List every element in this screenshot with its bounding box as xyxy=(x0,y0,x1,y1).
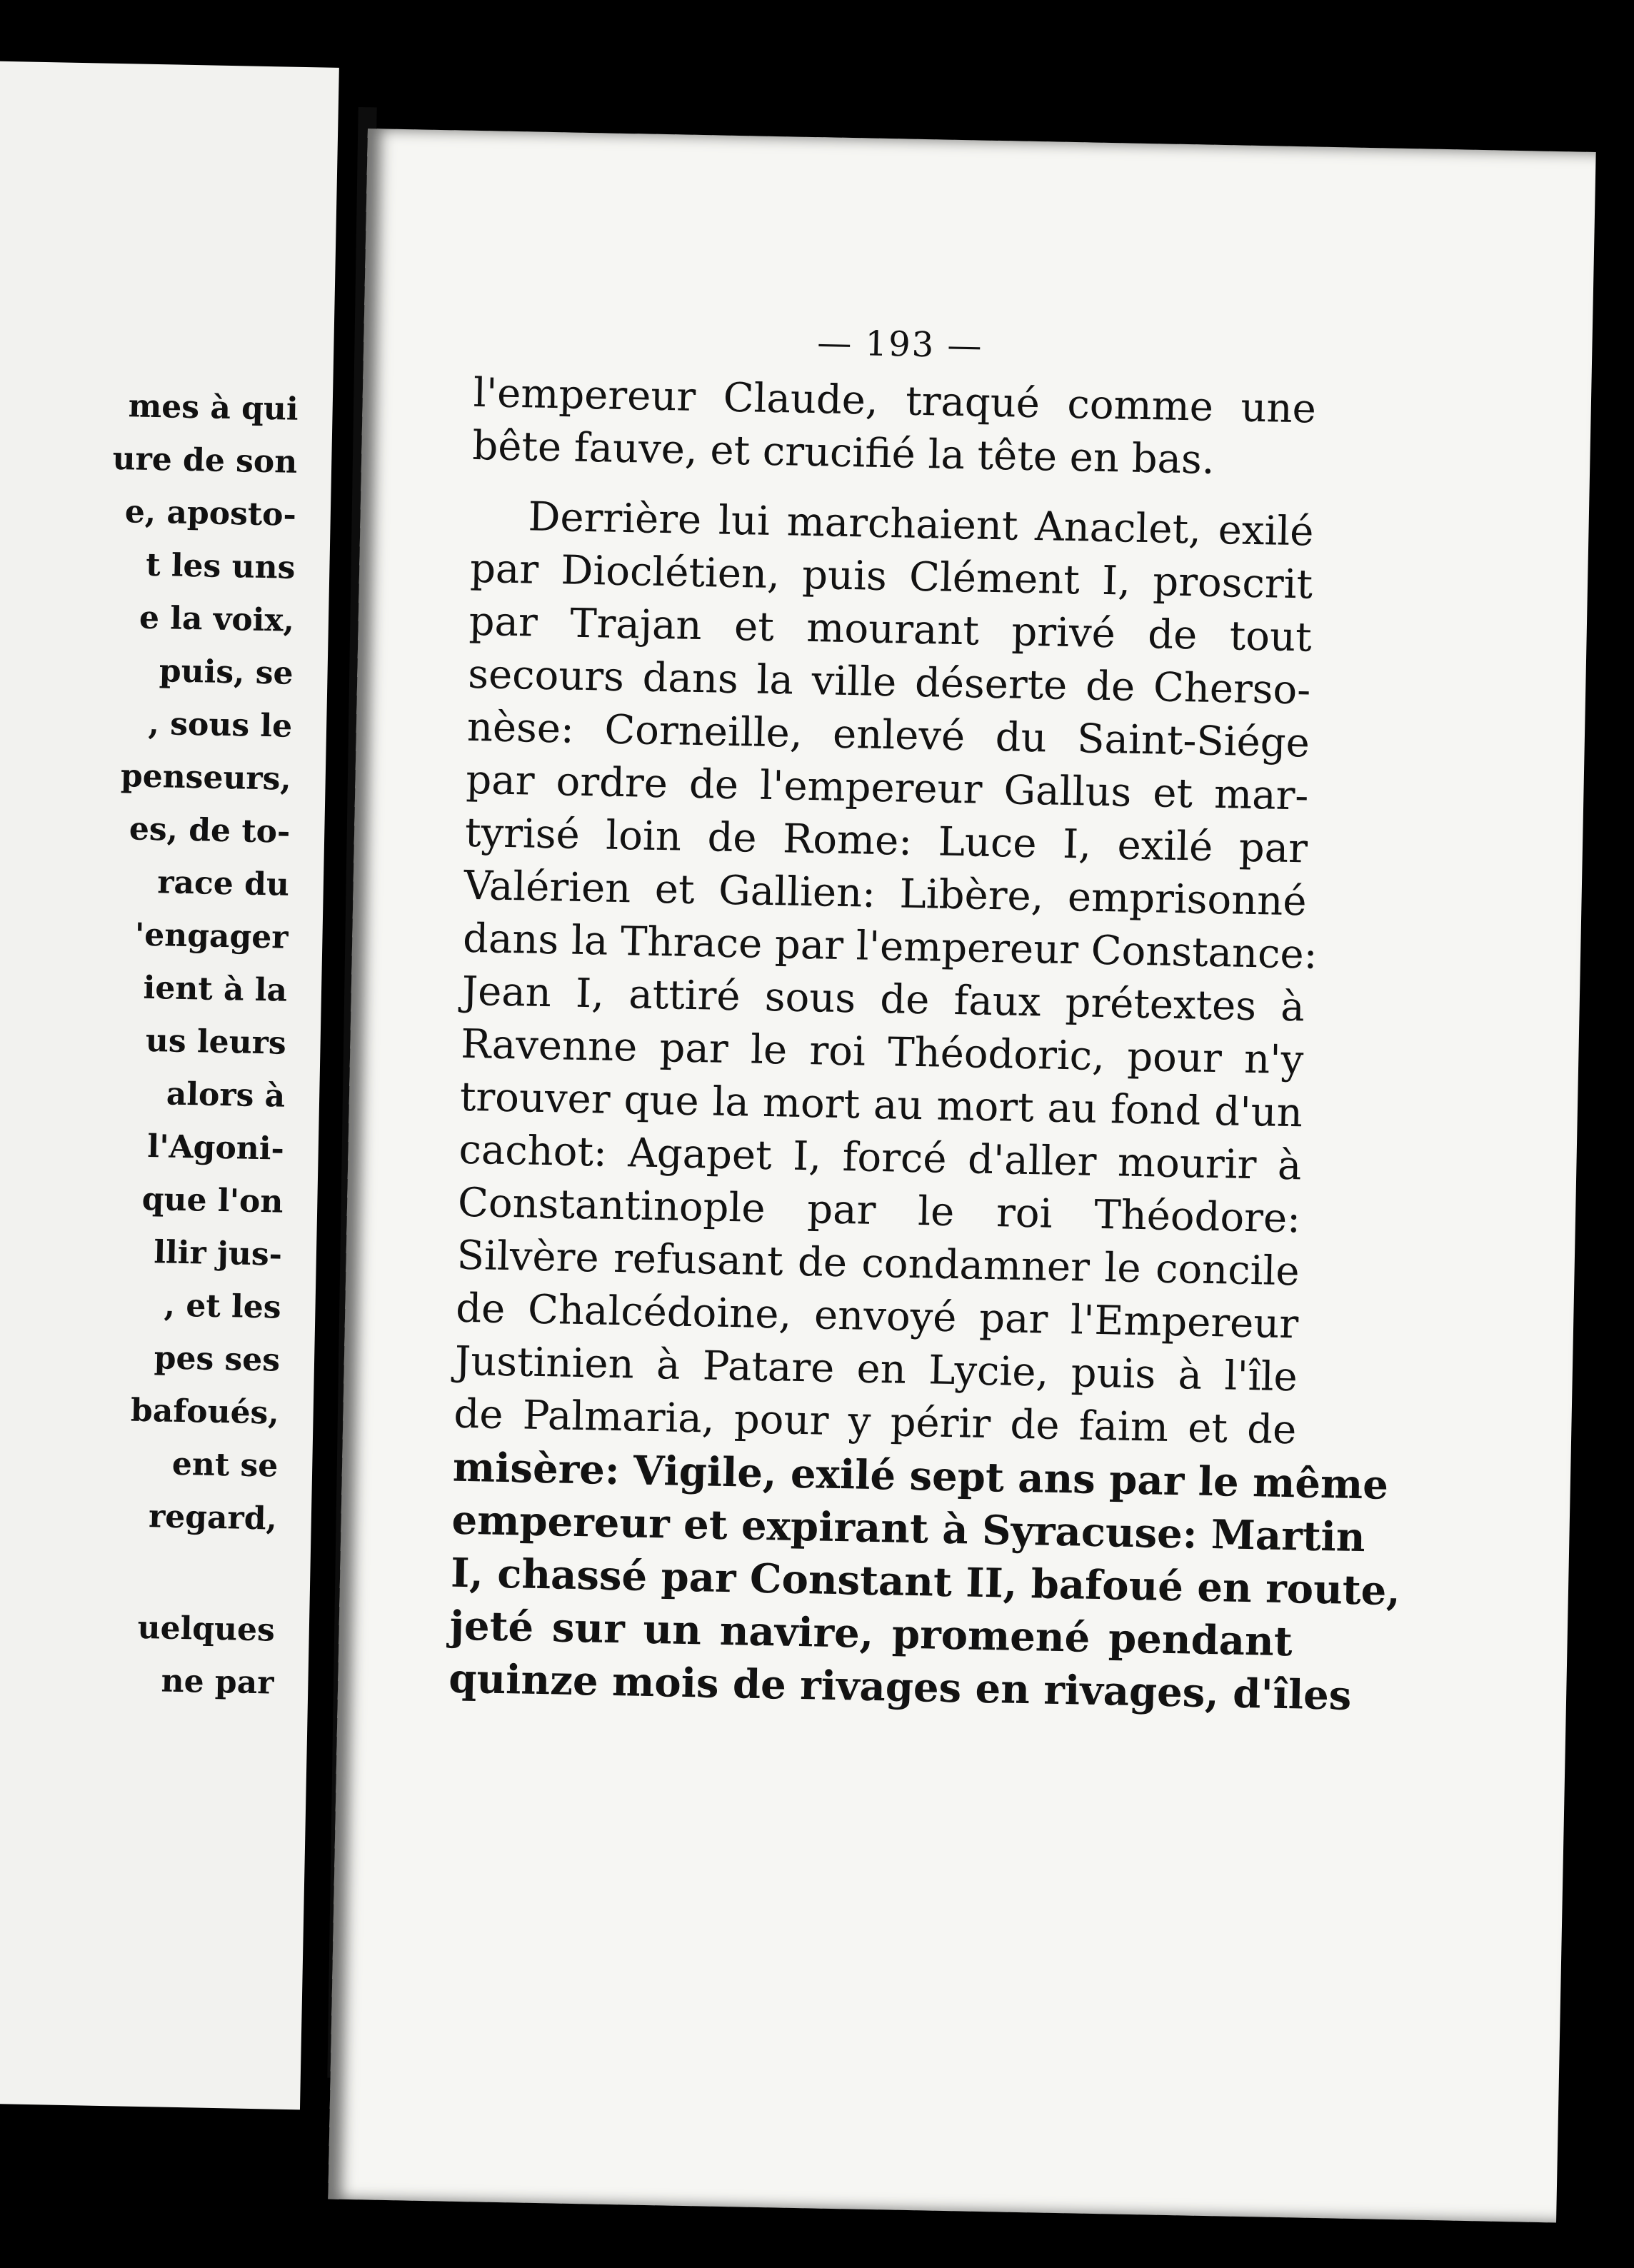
text-line: par Dioclétien, puis Clément I, proscrit xyxy=(469,545,1313,608)
left-fragment: alors à xyxy=(166,1075,286,1115)
text-line: Silvère refusant de condamner le concile xyxy=(456,1232,1300,1295)
left-fragment: es, de to- xyxy=(129,811,291,850)
left-fragment: t les uns xyxy=(145,546,296,586)
left-fragment: , et les xyxy=(164,1287,281,1326)
text-line: de Palmaria, pour y périr de faim et de xyxy=(453,1390,1297,1454)
text-line: Constantinople par le roi Théodore: xyxy=(457,1179,1301,1243)
text-line: Valérien et Gallien: Libère, emprisonné xyxy=(463,862,1308,925)
left-fragment: ne par xyxy=(161,1662,274,1702)
left-fragment: mes à qui xyxy=(128,388,299,428)
left-fragment: bafoués, xyxy=(130,1392,280,1432)
text-line: quinze mois de rivages en rivages, d'îles xyxy=(448,1655,1352,1720)
text-line: par Trajan et mourant privé de tout xyxy=(468,598,1313,661)
left-fragment: puis, se xyxy=(159,653,294,692)
page-number: — 193 — xyxy=(816,323,983,366)
left-page xyxy=(0,57,339,2109)
left-fragment: llir jus- xyxy=(153,1234,283,1273)
left-fragment: ent se xyxy=(171,1445,279,1485)
left-fragment: 'engager xyxy=(134,916,289,956)
text-line: par ordre de l'empereur Gallus et mar- xyxy=(465,756,1309,820)
text-line: Derrière lui marchaient Anaclet, exilé xyxy=(527,493,1315,556)
left-fragment: l'Agoni- xyxy=(146,1128,285,1168)
text-line: cachot: Agapet I, forcé d'aller mourir à xyxy=(458,1126,1302,1190)
text-line: empereur et expirant à Syracuse: Martin xyxy=(451,1496,1366,1562)
text-line: dans la Thrace par l'empereur Constance: xyxy=(462,915,1318,978)
text-line: nèse: Corneille, enlevé du Saint-Siége xyxy=(466,703,1310,767)
right-page xyxy=(328,129,1595,2222)
left-fragment: pes ses xyxy=(154,1340,281,1379)
left-fragment: penseurs, xyxy=(120,758,292,798)
text-line: bête fauve, et crucifié la tête en bas. xyxy=(471,422,1216,483)
text-line: Justinien à Patare en Lycie, puis à l'île xyxy=(454,1338,1298,1401)
text-line: tyrisé loin de Rome: Luce I, exilé par xyxy=(464,809,1308,873)
left-fragment: ure de son xyxy=(112,440,298,481)
text-line: trouver que la mort au mort au fond d'un xyxy=(459,1073,1303,1137)
left-page-text xyxy=(0,57,339,1702)
text-line: I, chassé par Constant II, bafoué en route, xyxy=(450,1549,1401,1615)
text-line: de Chalcédoine, envoyé par l'Empereur xyxy=(455,1285,1299,1348)
left-fragment: ient à la xyxy=(143,969,288,1009)
left-fragment: uelques xyxy=(137,1609,276,1649)
left-fragment: regard, xyxy=(148,1498,278,1537)
left-fragment: , sous le xyxy=(148,705,293,745)
text-line: Ravenne par le roi Théodoric, pour n'y xyxy=(460,1020,1304,1084)
text-line: secours dans la ville déserte de Cherso- xyxy=(467,651,1311,714)
text-line: jeté sur un navire, promené pendant xyxy=(449,1602,1293,1666)
left-fragment: que l'on xyxy=(141,1180,284,1220)
left-fragment: e la voix, xyxy=(139,599,295,639)
text-line: Jean I, attiré sous de faux prétextes à xyxy=(461,968,1305,1031)
text-line: l'empereur Claude, traqué comme une xyxy=(473,369,1317,433)
page-body-text xyxy=(448,369,1401,1720)
text-line: misère: Vigile, exilé sept ans par le même xyxy=(452,1443,1389,1509)
left-fragment: e, aposto- xyxy=(124,493,297,533)
left-fragment: race du xyxy=(156,864,290,903)
left-fragment: us leurs xyxy=(145,1022,287,1062)
